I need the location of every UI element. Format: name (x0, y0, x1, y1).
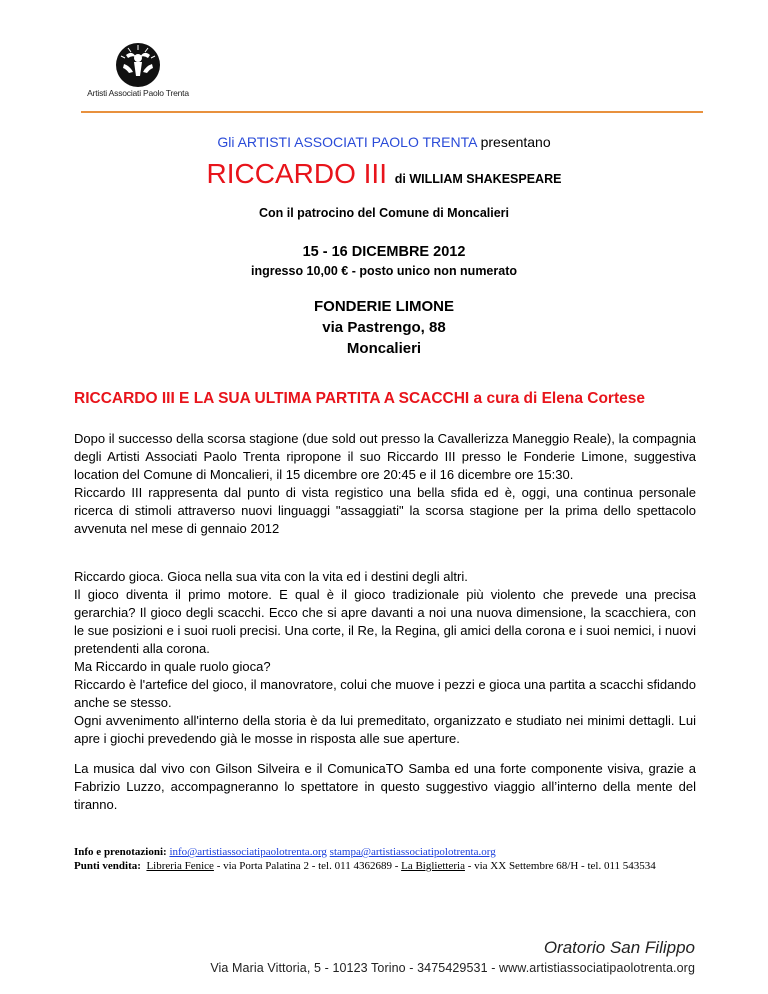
ticket-info: ingresso 10,00 € - posto unico non numerato (250, 264, 517, 278)
venue-name: FONDERIE LIMONE (313, 298, 454, 315)
patronage: Con il patrocino del Comune di Moncalieri (258, 206, 510, 220)
paragraph-text: Riccardo gioca. Gioca nella sua vita con la vita ed i destini degli altri. (74, 569, 468, 584)
presentano-text: presentano (480, 134, 551, 150)
info-line (74, 845, 704, 859)
article-paragraph-2 (74, 568, 696, 748)
shop-biglietteria-detail: - via XX Settembre 68/H - tel. 011 543534 (464, 860, 656, 872)
footer-address: Via Maria Vittoria, 5 - 10123 Torino - 3475429531 - www.artistiassociatipaolotrenta.org (210, 961, 695, 975)
logo-emblem-icon (110, 42, 166, 88)
sales-label: Punti vendita: (74, 860, 141, 872)
sales-line (74, 859, 704, 873)
paragraph-text: Riccardo III rappresenta dal punto di vista registico una bella sfida ed è, oggi, una continua personale ricerca di stimoli attraverso nuovi linguaggi "assaggiati" la scorsa stagione per la prima dello spettacolo avvenuta nel mese di gennaio 2012 (74, 485, 696, 536)
presenters-name: Gli ARTISTI ASSOCIATI PAOLO TRENTA (217, 134, 477, 150)
footer-venue-title: Oratorio San Filippo (543, 938, 695, 957)
show-title: RICCARDO III (206, 158, 387, 189)
shop-fenice-detail: - via Porta Palatina 2 - tel. 011 4362689 - (213, 860, 402, 872)
info-block (74, 845, 704, 873)
paragraph-text: Riccardo è l'artefice del gioco, il manovratore, colui che muove i pezzi e gioca una partita a scacchi sfidando anche se stesso. (74, 677, 696, 710)
info-label: Info e prenotazioni: (74, 846, 167, 858)
paragraph-text: Ogni avvenimento all'interno della storia è da lui premeditato, organizzato e studiato nei minimi dettagli. Lui apre i giochi prevedendo già le mosse in risposta alle sue aperture. (74, 713, 696, 746)
header-divider (81, 111, 703, 113)
paragraph-text: Ma Riccardo in quale ruolo gioca? (74, 659, 271, 674)
paragraph-text: Dopo il successo della scorsa stagione (due sold out presso la Cavallerizza Maneggio Reale), la compagnia degli Artisti Associati Paolo Trenta ripropone il suo Riccardo III presso le Fonderie Limone, suggestiva location del Comune di Moncalieri, il 15 dicembre ore 20:45 e il 16 dicembre ore 15:30. (74, 431, 696, 482)
shop-fenice-link[interactable]: Libreria Fenice (146, 860, 214, 872)
paragraph-text: La musica dal vivo con Gilson Silveira e il ComunicaTO Samba ed una forte componente visiva, grazie a Fabrizio Luzzo, accompagneranno lo spettatore in questo suggestivo viaggio all’interno della mente del tiranno. (74, 761, 696, 812)
article-heading: RICCARDO III E LA SUA ULTIMA PARTITA A SCACCHI a cura di Elena Cortese (74, 390, 645, 407)
company-logo (83, 42, 193, 106)
article-paragraph-1 (74, 430, 696, 538)
venue-block (0, 296, 768, 359)
show-dates: 15 - 16 DICEMBRE 2012 (302, 244, 466, 260)
press-email-link[interactable]: stampa@artistiassociatipolotrenta.org (329, 846, 496, 858)
logo-text: Artisti Associati Paolo Trenta (87, 88, 189, 98)
paragraph-text: Il gioco diventa il primo motore. E qual è il gioco tradizionale più violento che prevede una precisa gerarchia? Il gioco degli scacchi. Ecco che si apre davanti a noi una nuova dimensione, la scacchiera, con le sue posizioni e i suoi ruoli precisi. Una corte, il Re, la Regina, gli amici della corona e i suoi nemici, i nuovi pretendenti alla corona. (74, 587, 696, 656)
article-paragraph-3 (74, 760, 696, 814)
venue-city: Moncalieri (346, 340, 422, 357)
presenters-line (0, 134, 768, 150)
shop-biglietteria-link[interactable]: La Biglietteria (401, 860, 465, 872)
venue-street: via Pastrengo, 88 (322, 319, 446, 336)
show-author: di WILLIAM SHAKESPEARE (394, 172, 562, 186)
info-email-link[interactable]: info@artistiassociatipaolotrenta.org (169, 846, 327, 858)
show-title-line (0, 158, 768, 190)
